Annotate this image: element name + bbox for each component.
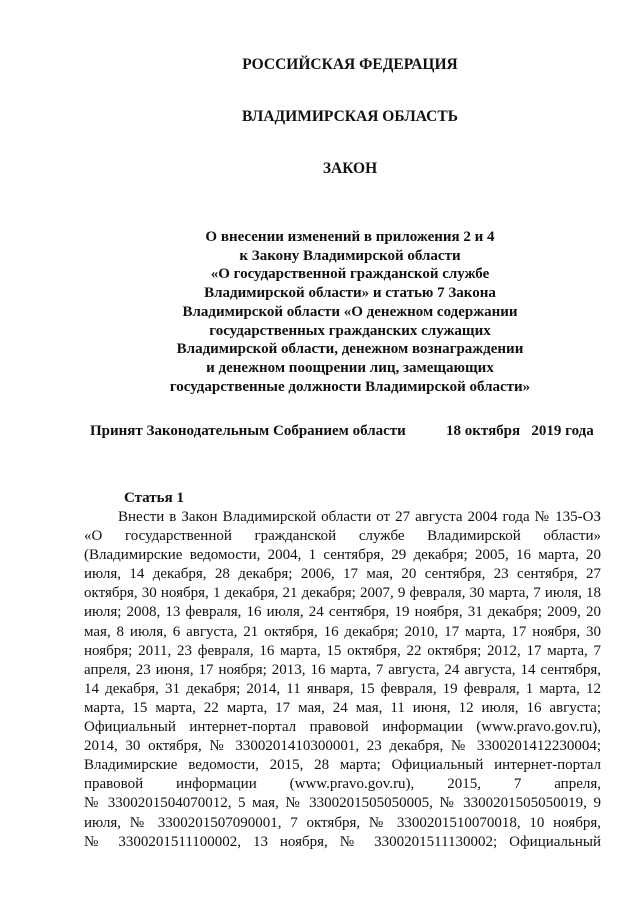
law-title [0, 228, 640, 396]
body-line: 2014, 30 октября, № 3300201410300001, 23 декабря, № 3300201412230004; [84, 738, 601, 755]
title-line: государственных гражданских служащих [209, 322, 491, 339]
body-line: октября, 30 ноября, 1 декабря, 21 декабря; 2007, 9 февраля, 30 марта, 7 июля, 18 [84, 585, 601, 602]
body-line: Официальный интернет-портал правовой информации (www.pravo.gov.ru), [84, 719, 601, 736]
body-line: «О государственной гражданской службе Владимирской области» [84, 528, 601, 545]
title-line: государственные должности Владимирской области» [169, 378, 531, 395]
body-line: марта, 15 марта, 22 марта, 17 мая, 24 мая, 11 июня, 12 июля, 16 августа; [84, 699, 601, 716]
body-line: (Владимирские ведомости, 2004, 1 сентября, 29 декабря; 2005, 16 марта, 20 [84, 547, 601, 564]
body-line: № 3300201511100002, 13 ноября, № 3300201511130002; Официальный [84, 833, 601, 850]
title-line: Владимирской области» и статью 7 Закона [204, 285, 496, 302]
title-line: и денежном поощрении лиц, замещающих [206, 359, 494, 376]
body-line: июля, 14 декабря, 28 декабря; 2006, 17 мая, 20 сентября, 23 сентября, 27 [84, 566, 601, 583]
title-line: к Закону Владимирской области [239, 247, 461, 264]
document-type-heading: ЗАКОН [322, 160, 378, 177]
region-heading: ВЛАДИМИРСКАЯ ОБЛАСТЬ [242, 108, 458, 125]
article-body [84, 508, 601, 852]
article-heading: Статья 1 [124, 490, 184, 506]
body-line: мая, 8 июля, 6 августа, 21 октября, 16 декабря; 2010, 17 марта, 17 ноября, 30 [84, 623, 601, 640]
body-line: июля, № 3300201507090001, 7 октября, № 3300201510070018, 10 ноября, [84, 814, 601, 831]
body-line: Внести в Закон Владимирской области от 27 августа 2004 года № 135-ОЗ [118, 509, 601, 525]
title-line: «О государственной гражданской службе [210, 266, 490, 283]
federation-heading: РОССИЙСКАЯ ФЕДЕРАЦИЯ [242, 56, 458, 73]
body-line: Владимирские ведомости, 2015, 28 марта; Официальный интернет-портал [84, 757, 601, 774]
body-line: ноября; 2011, 23 февраля, 16 марта, 15 октября, 22 октября; 2012, 17 марта, 7 [84, 642, 601, 659]
body-line: июля; 2008, 13 февраля, 16 июля, 24 сентября, 19 ноября, 31 декабря; 2009, 20 [84, 604, 601, 621]
title-line: Владимирской области, денежном вознаграждении [176, 341, 524, 358]
body-line: правовой информации (www.pravo.gov.ru), 2015, 7 апреля, [84, 776, 601, 793]
title-line: О внесении изменений в приложения 2 и 4 [205, 229, 495, 245]
adoption-statement: Принят Законодательным Собранием области [90, 423, 406, 439]
title-line: Владимирской области «О денежном содержании [182, 303, 518, 320]
body-line: № 3300201504070012, 5 мая, № 3300201505050005, № 3300201505050019, 9 [84, 795, 601, 812]
adoption-date: 18 октября 2019 года [446, 423, 594, 439]
body-line: апреля, 23 июня, 17 ноября; 2013, 16 марта, 7 августа, 24 августа, 14 сентября, [84, 661, 601, 678]
body-line: 14 декабря, 31 декабря; 2014, 11 января, 15 февраля, 19 февраля, 1 марта, 12 [84, 680, 601, 697]
